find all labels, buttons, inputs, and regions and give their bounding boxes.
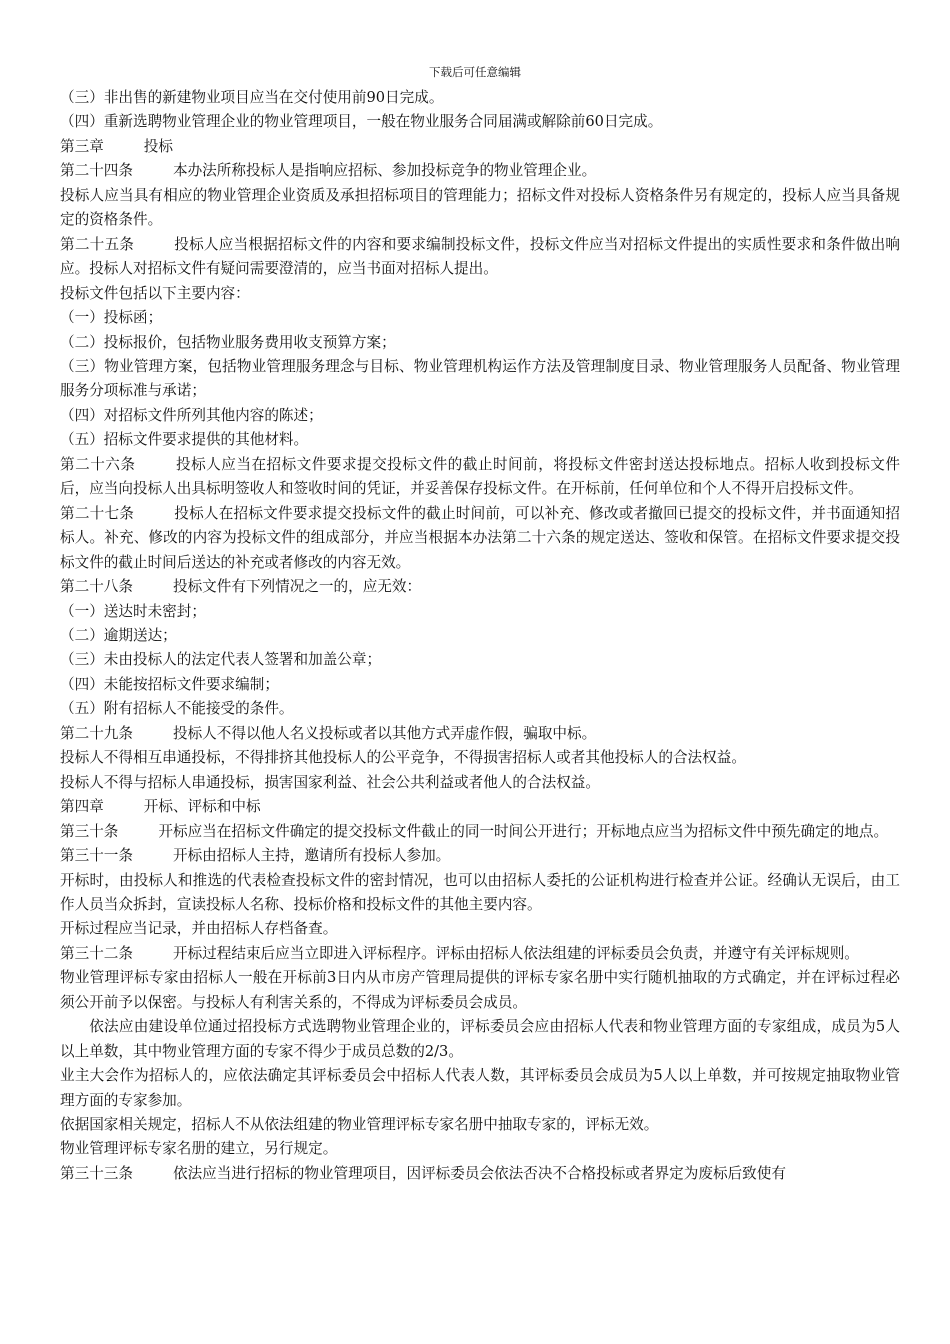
paragraph-text: 投标人在招标文件要求提交投标文件的截止时间前，可以补充、修改或者撤回已提交的投标文件，并书面通知招标人。补充、修改的内容为投标文件的组成部分，并应当根据本办法第二十六条的规定送达、签收和保管。在招标文件要求提交投标文件的截止时间后送达的补充或者修改的内容无效。	[60, 504, 900, 571]
text-paragraph	[60, 869, 900, 918]
paragraph-text: 物业管理评标专家名册的建立，另行规定。	[60, 1140, 338, 1158]
article-paragraph	[60, 942, 900, 966]
paragraph-text: 本办法所称投标人是指响应招标、参加投标竞争的物业管理企业。	[172, 162, 597, 180]
paragraph-text: （二）逾期送达；	[60, 626, 177, 644]
article-heading: 第二十四条	[60, 162, 133, 180]
article-heading: 第二十六条	[60, 455, 136, 473]
text-paragraph	[60, 355, 900, 404]
article-heading: 第三十二条	[60, 944, 133, 962]
text-paragraph	[60, 673, 900, 697]
article-paragraph	[60, 1162, 900, 1186]
paragraph-text: 开标过程结束后应当立即进入评标程序。评标由招标人依法组建的评标委员会负责，并遵守有关评标规则。	[172, 944, 859, 962]
text-paragraph	[60, 184, 900, 233]
article-paragraph	[60, 502, 900, 575]
text-paragraph	[60, 697, 900, 721]
page-header: 下载后可任意编辑	[429, 65, 521, 79]
text-paragraph	[60, 428, 900, 452]
paragraph-text: （三）物业管理方案，包括物业管理服务理念与目标、物业管理机构运作方法及管理制度目录、物业管理服务人员配备、物业管理服务分项标准与承诺；	[60, 357, 900, 400]
text-paragraph	[60, 282, 900, 306]
article-heading: 第二十九条	[60, 724, 133, 742]
article-heading: 第二十七条	[60, 504, 135, 522]
paragraph-text: （五）附有招标人不能接受的条件。	[60, 700, 294, 718]
paragraph-text: （三）未由投标人的法定代表人签署和加盖公章；	[60, 651, 382, 669]
article-paragraph	[60, 135, 900, 159]
text-paragraph	[60, 624, 900, 648]
text-paragraph	[60, 1113, 900, 1137]
paragraph-text: 投标人应当具有相应的物业管理企业资质及承担招标项目的管理能力；招标文件对投标人资格条件另有规定的，投标人应当具备规定的资格条件。	[60, 186, 900, 229]
paragraph-text: 投标文件有下列情况之一的，应无效：	[172, 578, 422, 596]
text-paragraph	[60, 746, 900, 770]
article-heading: 第三章	[60, 137, 104, 155]
article-heading: 第三十三条	[60, 1164, 133, 1182]
paragraph-text: 投标人不得以他人名义投标或者以其他方式弄虚作假，骗取中标。	[172, 724, 597, 742]
article-paragraph	[60, 453, 900, 502]
article-heading: 第四章	[60, 798, 104, 816]
text-paragraph	[60, 331, 900, 355]
paragraph-text: （四）重新选聘物业管理企业的物业管理项目，一般在物业服务合同届满或解除前60日完成。	[60, 113, 663, 131]
text-paragraph	[60, 306, 900, 330]
paragraph-text: （二）投标报价，包括物业服务费用收支预算方案；	[60, 333, 396, 351]
paragraph-text: 依法应当进行招标的物业管理项目，因评标委员会依法否决不合格投标或者界定为废标后致使有	[172, 1164, 786, 1182]
paragraph-text: 开标应当在招标文件确定的提交投标文件截止的同一时间公开进行；开标地点应当为招标文件中预先确定的地点。	[158, 822, 889, 840]
text-paragraph	[60, 966, 900, 1015]
text-paragraph	[60, 404, 900, 428]
paragraph-text: 开标过程应当记录，并由招标人存档备查。	[60, 920, 338, 938]
paragraph-text: 业主大会作为招标人的，应依法确定其评标委员会中招标人代表人数，其评标委员会成员为5人以上单数，并可按规定抽取物业管理方面的专家参加。	[60, 1067, 900, 1109]
text-paragraph	[60, 110, 900, 134]
article-paragraph	[60, 575, 900, 599]
article-paragraph	[60, 795, 900, 819]
paragraph-text: （三）非出售的新建物业项目应当在交付使用前90日完成。	[60, 89, 444, 106]
paragraph-text: 依法应由建设单位通过招投标方式选聘物业管理企业的，评标委员会应由招标人代表和物业管理方面的专家组成，成员为5人以上单数，其中物业管理方面的专家不得少于成员总数的2/3。	[60, 1018, 900, 1060]
document-body	[60, 86, 900, 1186]
paragraph-text: 投标	[143, 137, 173, 155]
text-paragraph	[60, 600, 900, 624]
article-paragraph	[60, 722, 900, 746]
article-paragraph	[60, 159, 900, 183]
paragraph-text: （一）投标函；	[60, 309, 163, 327]
text-paragraph	[60, 648, 900, 672]
paragraph-text: 投标人应当根据招标文件的内容和要求编制投标文件，投标文件应当对招标文件提出的实质性要求和条件做出响应。投标人对招标文件有疑问需要澄清的，应当书面对招标人提出。	[60, 235, 900, 278]
paragraph-text: 开标时，由投标人和推选的代表检查投标文件的密封情况，也可以由招标人委托的公证机构进行检查并公证。经确认无误后，由工作人员当众拆封，宣读投标人名称、投标价格和投标文件的其他主要内容。	[60, 871, 900, 913]
article-heading: 第二十八条	[60, 578, 133, 596]
article-paragraph	[60, 820, 900, 844]
text-paragraph	[60, 917, 900, 941]
paragraph-text: （一）送达时未密封；	[60, 602, 206, 620]
text-paragraph	[60, 1064, 900, 1113]
paragraph-text: 投标人不得相互串通投标，不得排挤其他投标人的公平竞争，不得损害招标人或者其他投标人的合法权益。	[60, 749, 746, 767]
article-paragraph	[60, 844, 900, 868]
article-heading: 第三十一条	[60, 847, 133, 865]
article-paragraph	[60, 233, 900, 282]
text-paragraph	[60, 1015, 900, 1064]
article-heading: 第二十五条	[60, 235, 135, 253]
paragraph-text: 依据国家相关规定，招标人不从依法组建的物业管理评标专家名册中抽取专家的，评标无效。	[60, 1116, 659, 1134]
text-paragraph	[60, 1137, 900, 1161]
paragraph-text: 投标文件包括以下主要内容：	[60, 284, 250, 302]
paragraph-text: 投标人不得与招标人串通投标，损害国家利益、社会公共利益或者他人的合法权益。	[60, 773, 600, 791]
text-paragraph	[60, 771, 900, 795]
paragraph-text: （四）对招标文件所列其他内容的陈述；	[60, 406, 323, 424]
paragraph-text: （四）未能按招标文件要求编制；	[60, 675, 279, 693]
text-paragraph	[60, 86, 900, 110]
paragraph-text: 开标由招标人主持，邀请所有投标人参加。	[172, 847, 451, 865]
paragraph-text: （五）招标文件要求提供的其他材料。	[60, 431, 309, 449]
paragraph-text: 物业管理评标专家由招标人一般在开标前3日内从市房产管理局提供的评标专家名册中实行随机抽取的方式确定，并在评标过程必须公开前予以保密。与投标人有利害关系的，不得成为评标委员会成员。	[60, 969, 900, 1011]
paragraph-text: 开标、评标和中标	[143, 798, 261, 816]
paragraph-text: 投标人应当在招标文件要求提交投标文件的截止时间前，将投标文件密封送达投标地点。招标人收到投标文件后，应当向投标人出具标明签收人和签收时间的凭证，并妥善保存投标文件。在开标前，任何单位和个人不得开启投标文件。	[60, 455, 900, 498]
article-heading: 第三十条	[60, 822, 119, 840]
